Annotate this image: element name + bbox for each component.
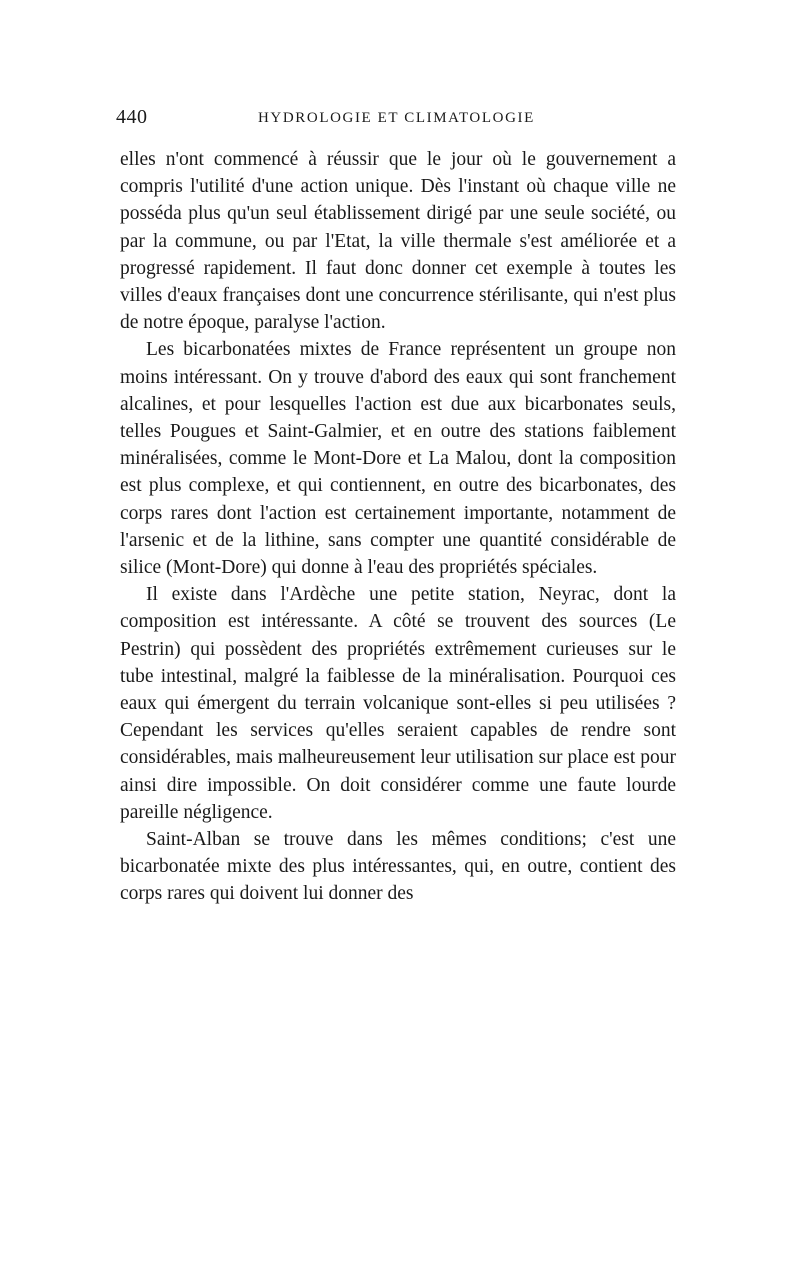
paragraph-4: Saint-Alban se trouve dans les mêmes conditions; c'est une bicarbonatée mixte des plus intéressantes, qui, en outre, contient des corps rares qui doivent lui donner des (120, 829, 676, 905)
running-head: HYDROLOGIE ET CLIMATOLOGIE (258, 110, 535, 126)
page-header (116, 106, 678, 136)
body-text (120, 146, 676, 908)
page-number: 440 (116, 106, 148, 128)
paragraph-2: Les bicarbonatées mixtes de France représentent un groupe non moins intéressant. On y trouve d'abord des eaux qui sont franchement alcalines, et pour lesquelles l'action est due aux bicarbonates seuls, telles Pougues et Saint-Galmier, et en outre des stations faiblement minéralisées, comme le Mont-Dore et La Malou, dont la composition est plus complexe, et qui contiennent, en outre des bicarbonates, des corps rares dont l'action est certainement importante, notamment de l'arsenic et de la lithine, sans compter une quantité considérable de silice (Mont-Dore) qui donne à l'eau des propriétés spéciales. (120, 339, 676, 579)
paragraph-1: elles n'ont commencé à réussir que le jour où le gouvernement a compris l'utilité d'une action unique. Dès l'instant où chaque ville ne posséda plus qu'un seul établissement dirigé par une seule société, ou par la commune, ou par l'Etat, la ville thermale s'est améliorée et a progressé rapidement. Il faut donc donner cet exemple à toutes les villes d'eaux françaises dont une concurrence stérilisante, qui n'est plus de notre époque, paralyse l'action. (120, 149, 676, 334)
paragraph-3: Il existe dans l'Ardèche une petite station, Neyrac, dont la composition est intéressante. A côté se trouvent des sources (Le Pestrin) qui possèdent des propriétés extrêmement curieuses sur le tube intestinal, malgré la faiblesse de la minéralisation. Pourquoi ces eaux qui émergent du terrain volcanique sont-elles si peu utilisées ? Cependant les services qu'elles seraient capables de rendre sont considérables, mais malheureusement leur utilisation sur place est pour ainsi dire impossible. On doit considérer comme une faute lourde pareille négligence. (120, 584, 676, 823)
